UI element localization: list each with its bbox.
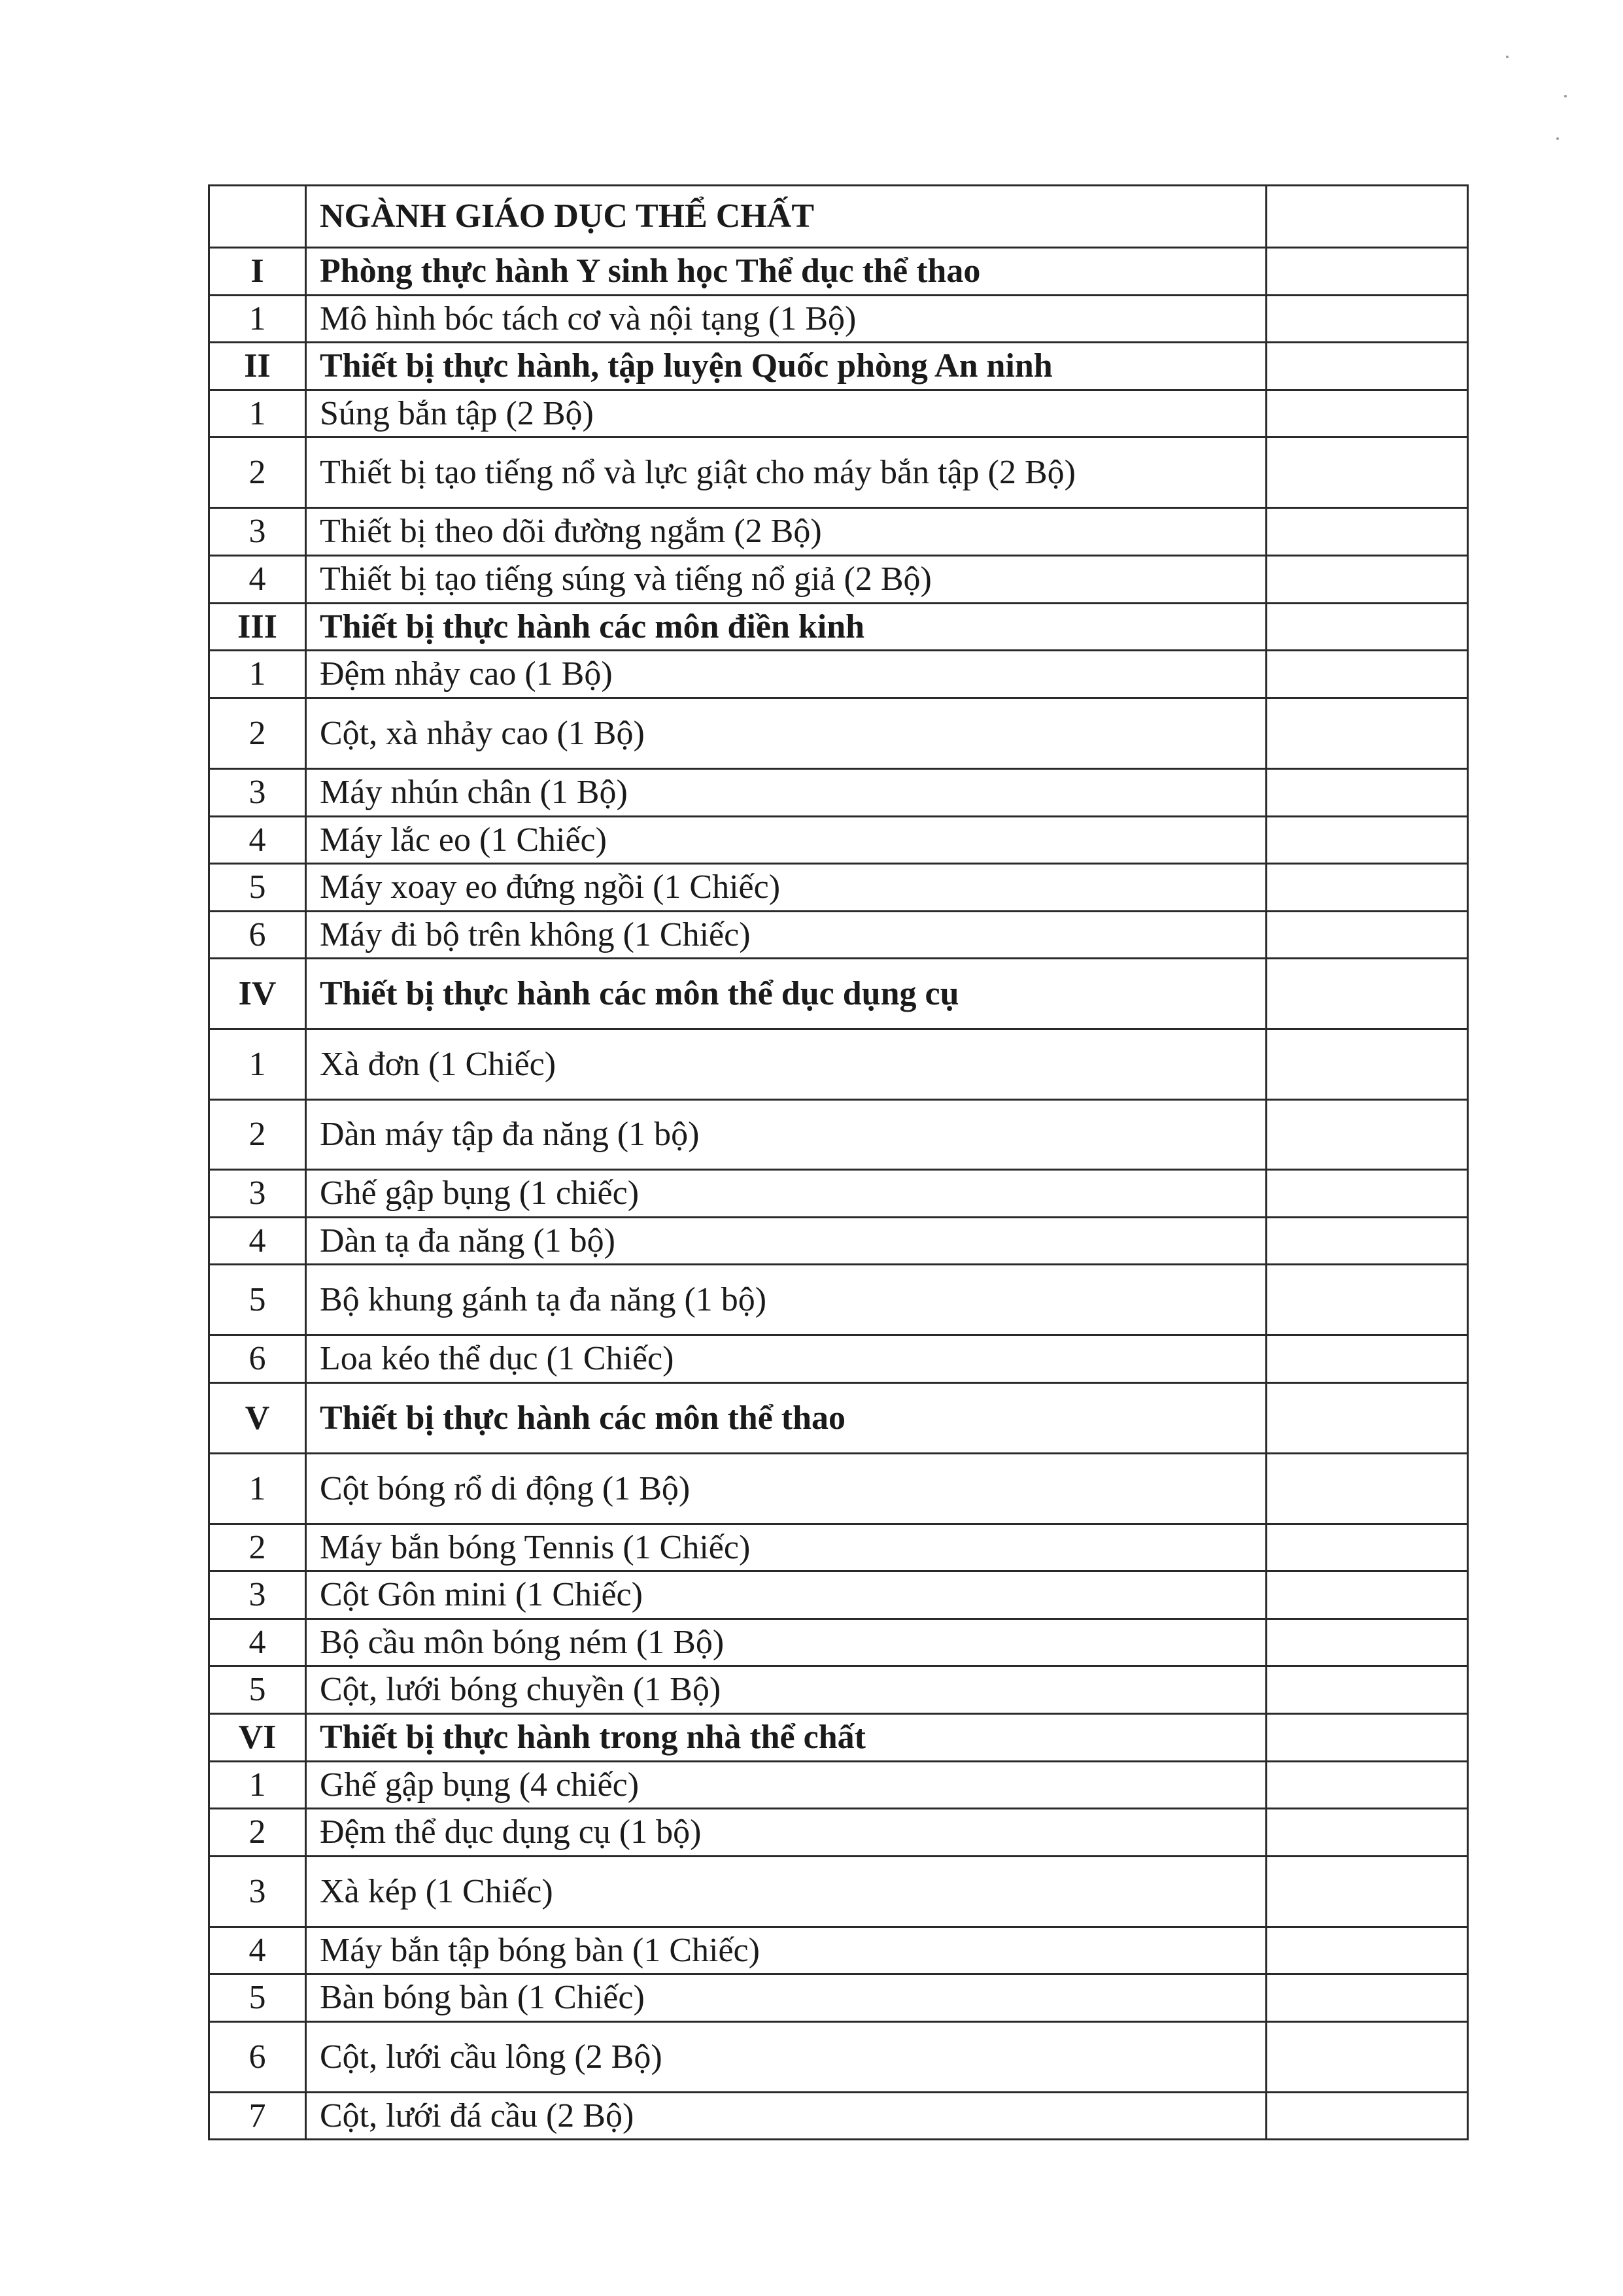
row-number: 4 bbox=[209, 1218, 306, 1265]
table-row bbox=[209, 959, 1468, 1029]
row-empty-cell bbox=[1267, 1809, 1468, 1857]
row-empty-cell bbox=[1267, 1029, 1468, 1100]
table-row bbox=[209, 1714, 1468, 1762]
row-number: III bbox=[209, 604, 306, 651]
table-row bbox=[209, 1335, 1468, 1383]
table-row bbox=[209, 1100, 1468, 1170]
row-number: IV bbox=[209, 959, 306, 1029]
row-empty-cell bbox=[1267, 248, 1468, 296]
row-text: Ghế gập bụng (1 chiếc) bbox=[306, 1170, 1267, 1218]
row-text: Máy bắn bóng Tennis (1 Chiếc) bbox=[306, 1524, 1267, 1571]
table-row bbox=[209, 296, 1468, 343]
row-empty-cell bbox=[1267, 390, 1468, 437]
table-row bbox=[209, 1619, 1468, 1666]
row-text: Cột, xà nhảy cao (1 Bộ) bbox=[306, 698, 1267, 769]
table-row bbox=[209, 1383, 1468, 1454]
row-text: Thiết bị thực hành các môn thể thao bbox=[306, 1383, 1267, 1454]
row-number: 2 bbox=[209, 437, 306, 508]
scan-speck bbox=[1556, 137, 1559, 140]
table-row bbox=[209, 343, 1468, 390]
row-text: Xà kép (1 Chiếc) bbox=[306, 1857, 1267, 1927]
table-row bbox=[209, 508, 1468, 556]
row-empty-cell bbox=[1267, 2022, 1468, 2093]
table-row bbox=[209, 1524, 1468, 1571]
table-row bbox=[209, 651, 1468, 698]
row-number: 1 bbox=[209, 1762, 306, 1809]
table-header-row bbox=[209, 186, 1468, 248]
row-empty-cell bbox=[1267, 864, 1468, 912]
row-empty-cell bbox=[1267, 1974, 1468, 2022]
table-row bbox=[209, 604, 1468, 651]
scan-speck bbox=[1506, 56, 1509, 58]
row-text: Máy đi bộ trên không (1 Chiếc) bbox=[306, 912, 1267, 959]
table-row bbox=[209, 1809, 1468, 1857]
row-empty-cell bbox=[1267, 912, 1468, 959]
row-empty-cell bbox=[1267, 1762, 1468, 1809]
equipment-table bbox=[208, 184, 1469, 2140]
row-text: Cột Gôn mini (1 Chiếc) bbox=[306, 1571, 1267, 1619]
row-text: Đệm nhảy cao (1 Bộ) bbox=[306, 651, 1267, 698]
row-number: 2 bbox=[209, 698, 306, 769]
row-number: 1 bbox=[209, 1454, 306, 1524]
row-text: Bộ cầu môn bóng ném (1 Bộ) bbox=[306, 1619, 1267, 1666]
row-number: 3 bbox=[209, 1170, 306, 1218]
row-empty-cell bbox=[1267, 1927, 1468, 1974]
row-empty-cell bbox=[1267, 1335, 1468, 1383]
row-empty-cell bbox=[1267, 698, 1468, 769]
row-text: Máy bắn tập bóng bàn (1 Chiếc) bbox=[306, 1927, 1267, 1974]
row-empty-cell bbox=[1267, 769, 1468, 817]
row-text: Đệm thể dục dụng cụ (1 bộ) bbox=[306, 1809, 1267, 1857]
table-row bbox=[209, 912, 1468, 959]
row-number: 4 bbox=[209, 1619, 306, 1666]
row-empty-cell bbox=[1267, 556, 1468, 604]
table-row bbox=[209, 248, 1468, 296]
row-empty-cell bbox=[1267, 1170, 1468, 1218]
row-text: Thiết bị theo dõi đường ngắm (2 Bộ) bbox=[306, 508, 1267, 556]
row-text: Bàn bóng bàn (1 Chiếc) bbox=[306, 1974, 1267, 2022]
table-row bbox=[209, 1170, 1468, 1218]
table-row bbox=[209, 698, 1468, 769]
row-text: Máy xoay eo đứng ngồi (1 Chiếc) bbox=[306, 864, 1267, 912]
row-empty-cell bbox=[1267, 1619, 1468, 1666]
row-number: 6 bbox=[209, 2022, 306, 2093]
row-empty-cell bbox=[1267, 959, 1468, 1029]
row-text: Thiết bị thực hành trong nhà thể chất bbox=[306, 1714, 1267, 1762]
row-number: 3 bbox=[209, 508, 306, 556]
row-text: Mô hình bóc tách cơ và nội tạng (1 Bộ) bbox=[306, 296, 1267, 343]
table-row bbox=[209, 2022, 1468, 2093]
row-number: V bbox=[209, 1383, 306, 1454]
row-number: VI bbox=[209, 1714, 306, 1762]
row-number: 1 bbox=[209, 651, 306, 698]
row-text: Cột, lưới đá cầu (2 Bộ) bbox=[306, 2093, 1267, 2140]
table-row bbox=[209, 1857, 1468, 1927]
row-text: Loa kéo thể dục (1 Chiếc) bbox=[306, 1335, 1267, 1383]
row-number: 5 bbox=[209, 864, 306, 912]
row-text: Máy nhún chân (1 Bộ) bbox=[306, 769, 1267, 817]
table-row bbox=[209, 1571, 1468, 1619]
header-stt-cell bbox=[209, 186, 306, 248]
row-text: Cột, lưới cầu lông (2 Bộ) bbox=[306, 2022, 1267, 2093]
table-title: NGÀNH GIÁO DỤC THỂ CHẤT bbox=[306, 186, 1267, 248]
table-row bbox=[209, 1974, 1468, 2022]
row-number: 2 bbox=[209, 1524, 306, 1571]
row-number: 1 bbox=[209, 390, 306, 437]
row-text: Thiết bị thực hành các môn thể dục dụng cụ bbox=[306, 959, 1267, 1029]
row-number: I bbox=[209, 248, 306, 296]
row-empty-cell bbox=[1267, 343, 1468, 390]
row-empty-cell bbox=[1267, 508, 1468, 556]
row-number: 6 bbox=[209, 1335, 306, 1383]
table-row bbox=[209, 437, 1468, 508]
row-number: 5 bbox=[209, 1666, 306, 1714]
row-empty-cell bbox=[1267, 296, 1468, 343]
row-empty-cell bbox=[1267, 1265, 1468, 1335]
row-number: 4 bbox=[209, 1927, 306, 1974]
row-text: Ghế gập bụng (4 chiếc) bbox=[306, 1762, 1267, 1809]
table-row bbox=[209, 769, 1468, 817]
table-row bbox=[209, 390, 1468, 437]
row-text: Xà đơn (1 Chiếc) bbox=[306, 1029, 1267, 1100]
row-empty-cell bbox=[1267, 1100, 1468, 1170]
row-number: 2 bbox=[209, 1809, 306, 1857]
row-number: 4 bbox=[209, 556, 306, 604]
row-text: Thiết bị tạo tiếng nổ và lực giật cho máy bắn tập (2 Bộ) bbox=[306, 437, 1267, 508]
row-text: Dàn máy tập đa năng (1 bộ) bbox=[306, 1100, 1267, 1170]
table-row bbox=[209, 1666, 1468, 1714]
row-empty-cell bbox=[1267, 1218, 1468, 1265]
table-row bbox=[209, 2093, 1468, 2140]
table-row bbox=[209, 556, 1468, 604]
row-number: II bbox=[209, 343, 306, 390]
row-empty-cell bbox=[1267, 2093, 1468, 2140]
row-text: Thiết bị thực hành, tập luyện Quốc phòng An ninh bbox=[306, 343, 1267, 390]
row-empty-cell bbox=[1267, 817, 1468, 864]
row-number: 3 bbox=[209, 769, 306, 817]
row-empty-cell bbox=[1267, 651, 1468, 698]
row-number: 4 bbox=[209, 817, 306, 864]
row-text: Cột, lưới bóng chuyền (1 Bộ) bbox=[306, 1666, 1267, 1714]
row-number: 5 bbox=[209, 1265, 306, 1335]
table-row bbox=[209, 1218, 1468, 1265]
row-number: 1 bbox=[209, 296, 306, 343]
row-empty-cell bbox=[1267, 437, 1468, 508]
row-number: 2 bbox=[209, 1100, 306, 1170]
row-number: 3 bbox=[209, 1571, 306, 1619]
row-text: Thiết bị thực hành các môn điền kinh bbox=[306, 604, 1267, 651]
table-row bbox=[209, 1265, 1468, 1335]
row-empty-cell bbox=[1267, 1524, 1468, 1571]
table-row bbox=[209, 1927, 1468, 1974]
scan-speck bbox=[1564, 95, 1567, 97]
row-text: Súng bắn tập (2 Bộ) bbox=[306, 390, 1267, 437]
row-empty-cell bbox=[1267, 1383, 1468, 1454]
table-row bbox=[209, 1762, 1468, 1809]
header-extra-cell bbox=[1267, 186, 1468, 248]
table-row bbox=[209, 1454, 1468, 1524]
row-empty-cell bbox=[1267, 1571, 1468, 1619]
row-text: Dàn tạ đa năng (1 bộ) bbox=[306, 1218, 1267, 1265]
row-empty-cell bbox=[1267, 1666, 1468, 1714]
row-text: Máy lắc eo (1 Chiếc) bbox=[306, 817, 1267, 864]
row-empty-cell bbox=[1267, 1454, 1468, 1524]
table-row bbox=[209, 864, 1468, 912]
row-empty-cell bbox=[1267, 1857, 1468, 1927]
row-text: Bộ khung gánh tạ đa năng (1 bộ) bbox=[306, 1265, 1267, 1335]
row-text: Cột bóng rổ di động (1 Bộ) bbox=[306, 1454, 1267, 1524]
row-number: 7 bbox=[209, 2093, 306, 2140]
row-empty-cell bbox=[1267, 604, 1468, 651]
row-number: 1 bbox=[209, 1029, 306, 1100]
row-number: 6 bbox=[209, 912, 306, 959]
row-number: 5 bbox=[209, 1974, 306, 2022]
table-row bbox=[209, 817, 1468, 864]
table-row bbox=[209, 1029, 1468, 1100]
row-empty-cell bbox=[1267, 1714, 1468, 1762]
row-text: Thiết bị tạo tiếng súng và tiếng nổ giả (2 Bộ) bbox=[306, 556, 1267, 604]
row-text: Phòng thực hành Y sinh học Thể dục thể thao bbox=[306, 248, 1267, 296]
row-number: 3 bbox=[209, 1857, 306, 1927]
